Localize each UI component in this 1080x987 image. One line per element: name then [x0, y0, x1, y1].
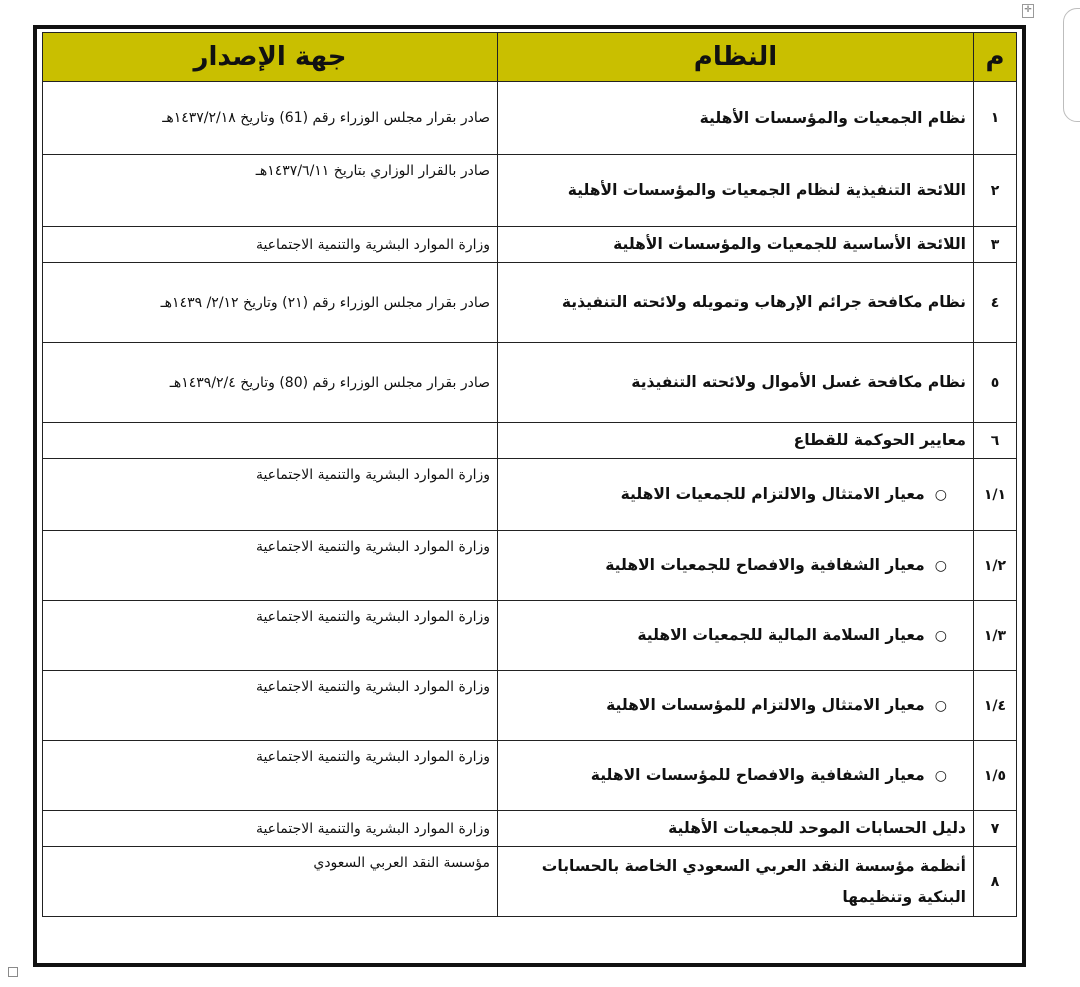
row-authority: وزارة الموارد البشرية والتنمية الاجتماعية: [43, 459, 498, 531]
table-row: [43, 227, 1017, 263]
row-system-cell: [498, 531, 974, 601]
row-system: معيار الشفافية والافصاح للمؤسسات الاهلية: [590, 765, 925, 784]
table-row: [43, 531, 1017, 601]
row-number: ٦: [974, 423, 1017, 459]
header-authority: جهة الإصدار: [43, 33, 498, 82]
table-row: [43, 423, 1017, 459]
row-system-cell: [498, 459, 974, 531]
side-panel-edge: [1063, 8, 1080, 122]
row-number: ١/٣: [974, 601, 1017, 671]
row-authority: صادر بالقرار الوزاري بتاريخ ١٤٣٧/٦/١١هـ: [43, 155, 498, 227]
row-system: أنظمة مؤسسة النقد العربي السعودي الخاصة بالحسابات البنكية وتنظيمها: [498, 847, 974, 917]
row-system: معيار الامتثال والالتزام للجمعيات الاهلية: [620, 484, 925, 503]
row-system: معيار السلامة المالية للجمعيات الاهلية: [637, 625, 925, 644]
row-authority: وزارة الموارد البشرية والتنمية الاجتماعية: [43, 741, 498, 811]
row-system: معيار الامتثال والالتزام للمؤسسات الاهلية: [606, 695, 925, 714]
row-system: دليل الحسابات الموحد للجمعيات الأهلية: [498, 811, 974, 847]
row-system-cell: [498, 671, 974, 741]
row-number: ١/١: [974, 459, 1017, 531]
table-row: [43, 847, 1017, 917]
row-authority: وزارة الموارد البشرية والتنمية الاجتماعية: [43, 671, 498, 741]
row-number: ١/٥: [974, 741, 1017, 811]
row-number: ٥: [974, 343, 1017, 423]
row-authority: وزارة الموارد البشرية والتنمية الاجتماعية: [43, 601, 498, 671]
row-system: نظام مكافحة جرائم الإرهاب وتمويله ولائحته التنفيذية: [498, 263, 974, 343]
header-number: م: [974, 33, 1017, 82]
bullet-circle-icon: ○: [934, 557, 947, 574]
row-number: ٧: [974, 811, 1017, 847]
bullet-circle-icon: ○: [934, 486, 947, 503]
row-number: ٤: [974, 263, 1017, 343]
table-row: [43, 82, 1017, 155]
row-system: نظام الجمعيات والمؤسسات الأهلية: [498, 82, 974, 155]
row-system: معيار الشفافية والافصاح للجمعيات الاهلية: [605, 555, 925, 574]
row-authority: صادر بقرار مجلس الوزراء رقم (٢١) وتاريخ ٢/١٢/ ١٤٣٩هـ: [43, 263, 498, 343]
bullet-circle-icon: ○: [934, 697, 947, 714]
table-row: [43, 811, 1017, 847]
header-system: النظام: [498, 33, 974, 82]
row-authority: صادر بقرار مجلس الوزراء رقم (80) وتاريخ ١٤٣٩/٢/٤هـ: [43, 343, 498, 423]
table-move-handle[interactable]: ✛: [1022, 4, 1034, 18]
row-authority: وزارة الموارد البشرية والتنمية الاجتماعية: [43, 531, 498, 601]
table-row: [43, 671, 1017, 741]
table-row: [43, 459, 1017, 531]
row-number: ١/٤: [974, 671, 1017, 741]
row-number: ١/٢: [974, 531, 1017, 601]
row-system-cell: [498, 601, 974, 671]
row-authority: وزارة الموارد البشرية والتنمية الاجتماعية: [43, 811, 498, 847]
table-row: [43, 155, 1017, 227]
table-header-row: [43, 33, 1017, 82]
table-row: [43, 263, 1017, 343]
row-authority: [43, 423, 498, 459]
regulations-table-frame: [33, 25, 1026, 967]
row-number: ٨: [974, 847, 1017, 917]
bullet-circle-icon: ○: [934, 767, 947, 784]
table-row: [43, 601, 1017, 671]
table-resize-handle[interactable]: [8, 967, 18, 977]
row-system: معايير الحوكمة للقطاع: [498, 423, 974, 459]
bullet-circle-icon: ○: [934, 627, 947, 644]
regulations-table: [42, 32, 1017, 917]
row-authority: وزارة الموارد البشرية والتنمية الاجتماعية: [43, 227, 498, 263]
row-system: اللائحة التنفيذية لنظام الجمعيات والمؤسسات الأهلية: [498, 155, 974, 227]
row-number: ٢: [974, 155, 1017, 227]
row-system-cell: [498, 741, 974, 811]
row-number: ١: [974, 82, 1017, 155]
row-system: اللائحة الأساسية للجمعيات والمؤسسات الأهلية: [498, 227, 974, 263]
table-row: [43, 741, 1017, 811]
table-body: [43, 82, 1017, 917]
row-system: نظام مكافحة غسل الأموال ولائحته التنفيذية: [498, 343, 974, 423]
row-authority: مؤسسة النقد العربي السعودي: [43, 847, 498, 917]
row-number: ٣: [974, 227, 1017, 263]
row-authority: صادر بقرار مجلس الوزراء رقم (61) وتاريخ ١٤٣٧/٢/١٨هـ: [43, 82, 498, 155]
table-row: [43, 343, 1017, 423]
